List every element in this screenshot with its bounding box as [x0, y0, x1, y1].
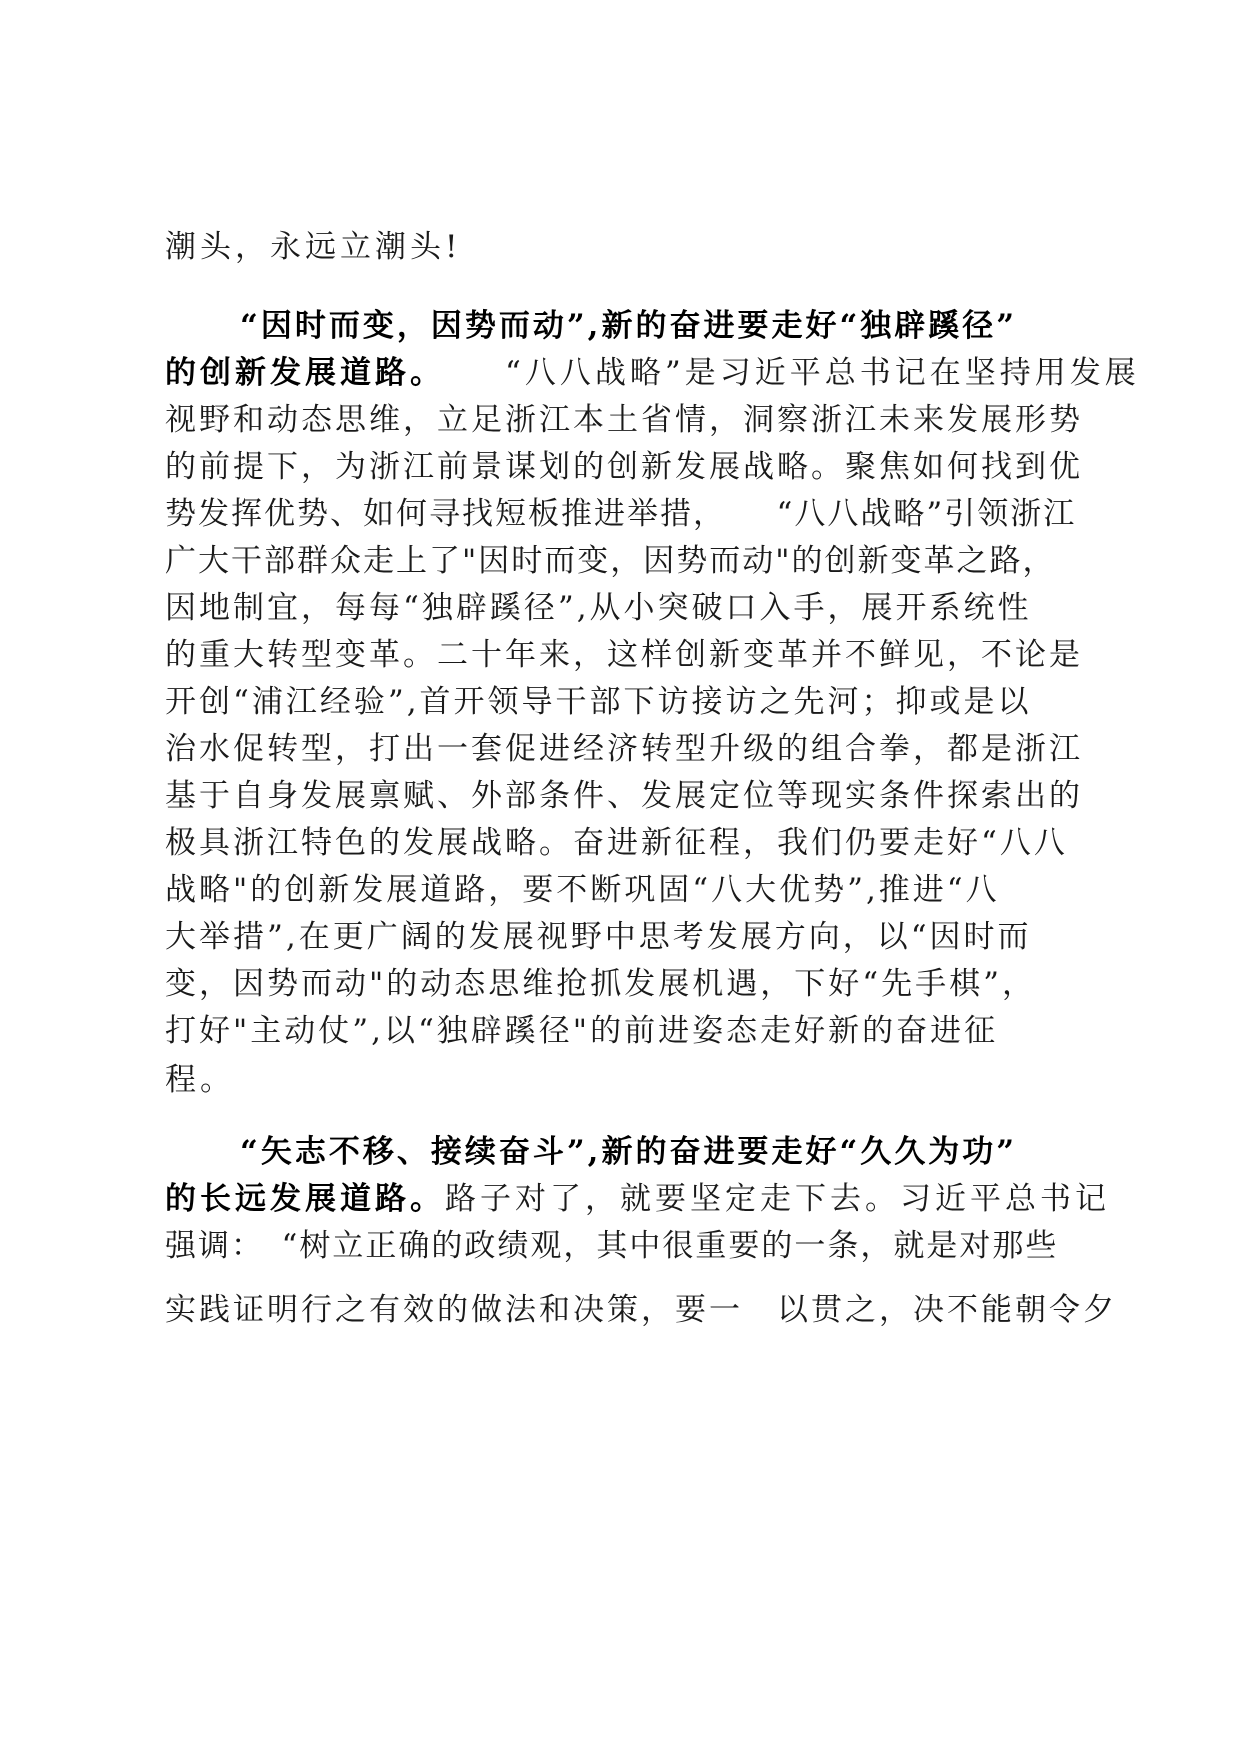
section-heading-line: 的创新发展道路。 — [165, 355, 445, 391]
text-line: 打好"主动仗”,以“独辟蹊径"的前进姿态走好新的奋进征 — [165, 1013, 999, 1049]
section-heading-line: 的长远发展道路。 — [165, 1181, 445, 1217]
text-line: 程。 — [165, 1062, 235, 1098]
text-line: 变，因势而动"的动态思维抢抓发展机遇，下好“先手棋”， — [165, 966, 1036, 1002]
section-heading-line: “因时而变，因势而动”,新的奋进要走好“独辟蹊径” — [240, 308, 1018, 344]
text-line: 因地制宜，每每“独辟蹊径”,从小突破口入手，展开系统性 — [165, 590, 1032, 626]
text-line: 的重大转型变革。二十年来，这样创新变革并不鲜见，不论是 — [165, 637, 1083, 673]
text-line: 基于自身发展禀赋、外部条件、发展定位等现实条件探索出的 — [165, 778, 1083, 814]
section-heading-line: “矢志不移、接续奋斗”,新的奋进要走好“久久为功” — [240, 1134, 1018, 1170]
text-line: 开创“浦江经验”,首开领导干部下访接访之先河；抑或是以 — [165, 684, 1032, 720]
text-line: 视野和动态思维，立足浙江本土省情，洞察浙江未来发展形势 — [165, 402, 1083, 438]
text-line: 强调： “树立正确的政绩观，其中很重要的一条，就是对那些 — [165, 1228, 1059, 1264]
text-line: 势发挥优势、如何寻找短板推进举措， “八八战略”引领浙江 — [165, 496, 1077, 532]
text-line: 的前提下，为浙江前景谋划的创新发展战略。聚焦如何找到优 — [165, 449, 1083, 485]
text-line: 实践证明行之有效的做法和决策，要一 以贯之，决不能朝令夕 — [165, 1292, 1117, 1328]
text-line: “八八战略”是习近平总书记在坚持用发展 — [435, 355, 1140, 391]
text-line: 潮头，永远立潮头! — [165, 229, 462, 265]
text-line: 广大干部群众走上了"因时而变，因势而动"的创新变革之路， — [165, 543, 1056, 579]
text-line: 大举措”,在更广阔的发展视野中思考发展方向，以“因时而 — [165, 919, 1032, 955]
text-line: 路子对了，就要坚定走下去。习近平总书记 — [445, 1181, 1110, 1217]
text-line: 战略"的创新发展道路，要不断巩固“八大优势”,推进“八 — [165, 872, 1000, 908]
text-line: 极具浙江特色的发展战略。奋进新征程，我们仍要走好“八八 — [165, 825, 1068, 861]
text-line: 治水促转型，打出一套促进经济转型升级的组合拳，都是浙江 — [165, 731, 1083, 767]
